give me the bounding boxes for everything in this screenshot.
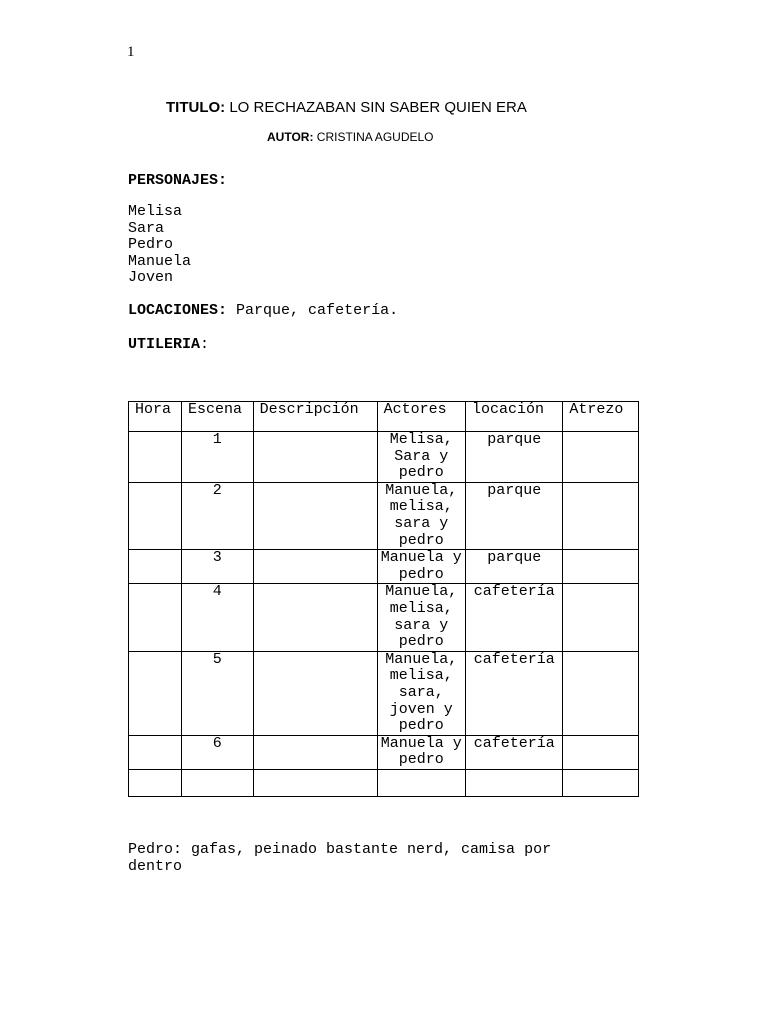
cell-descripcion (253, 769, 377, 796)
header-atrezo: Atrezo (563, 402, 639, 432)
header-descripcion: Descripción (253, 402, 377, 432)
header-hora: Hora (129, 402, 182, 432)
cell-locacion: cafetería (465, 735, 562, 769)
props-colon: : (200, 336, 210, 353)
cell-escena: 2 (182, 482, 254, 549)
cell-locacion: parque (465, 550, 562, 584)
author-line (267, 130, 434, 144)
characters-heading: PERSONAJES: (128, 172, 228, 189)
cell-actores: Manuela y pedro (377, 735, 465, 769)
table-row (129, 651, 639, 735)
cell-escena: 6 (182, 735, 254, 769)
character-item: Manuela (128, 252, 192, 270)
cell-descripcion (253, 550, 377, 584)
cell-locacion: parque (465, 482, 562, 549)
title-label: TITULO: (166, 99, 226, 116)
cell-atrezo (563, 769, 639, 796)
cell-descripcion (253, 432, 377, 483)
cell-descripcion (253, 482, 377, 549)
props-heading (128, 337, 209, 354)
cell-atrezo (563, 550, 639, 584)
page-number: 1 (127, 44, 135, 60)
cell-escena: 4 (182, 584, 254, 651)
table-row (129, 482, 639, 549)
title-value: LO RECHAZABAN SIN SABER QUIEN ERA (229, 99, 527, 116)
scene-schedule-table (128, 401, 639, 797)
character-item: Pedro (128, 236, 174, 254)
cell-descripcion (253, 584, 377, 651)
cell-hora (129, 769, 182, 796)
cell-actores: Manuela, melisa, sara y pedro (377, 584, 465, 651)
header-locacion: locación (465, 402, 562, 432)
title-line (166, 99, 527, 116)
cell-locacion: cafetería (465, 651, 562, 735)
table-row (129, 432, 639, 483)
cell-locacion: cafetería (465, 584, 562, 651)
cell-escena: 3 (182, 550, 254, 584)
cell-locacion: parque (465, 432, 562, 483)
cell-escena: 5 (182, 651, 254, 735)
cell-actores: Manuela y pedro (377, 550, 465, 584)
cell-actores (377, 769, 465, 796)
cell-escena (182, 769, 254, 796)
cell-hora (129, 651, 182, 735)
cell-hora (129, 735, 182, 769)
cell-locacion (465, 769, 562, 796)
cell-actores: Manuela, melisa, sara y pedro (377, 482, 465, 549)
locations-line (128, 303, 398, 320)
cell-hora (129, 584, 182, 651)
cell-atrezo (563, 432, 639, 483)
character-item: Joven (128, 269, 174, 287)
header-escena: Escena (182, 402, 254, 432)
cell-atrezo (563, 735, 639, 769)
cell-atrezo (563, 584, 639, 651)
costume-note: Pedro: gafas, peinado bastante nerd, camisa por dentro (128, 841, 552, 875)
table-header-row (129, 402, 639, 432)
cell-atrezo (563, 482, 639, 549)
cell-hora (129, 432, 182, 483)
author-value: CRISTINA AGUDELO (316, 130, 434, 144)
table-row (129, 735, 639, 769)
cell-hora (129, 550, 182, 584)
cell-actores: Melisa, Sara y pedro (377, 432, 465, 483)
cell-hora (129, 482, 182, 549)
table-row (129, 584, 639, 651)
locations-label: LOCACIONES: (128, 302, 228, 319)
cell-escena: 1 (182, 432, 254, 483)
cell-atrezo (563, 651, 639, 735)
cell-descripcion (253, 651, 377, 735)
header-actores: Actores (377, 402, 465, 432)
table-row (129, 769, 639, 796)
author-label: AUTOR: (267, 130, 314, 144)
character-item: Melisa (128, 203, 183, 220)
characters-list (128, 204, 191, 287)
table-row (129, 550, 639, 584)
locations-value: Parque, cafetería. (236, 302, 399, 319)
cell-descripcion (253, 735, 377, 769)
character-item: Sara (128, 219, 165, 237)
cell-actores: Manuela, melisa, sara, joven y pedro (377, 651, 465, 735)
props-label: UTILERIA (128, 336, 201, 353)
